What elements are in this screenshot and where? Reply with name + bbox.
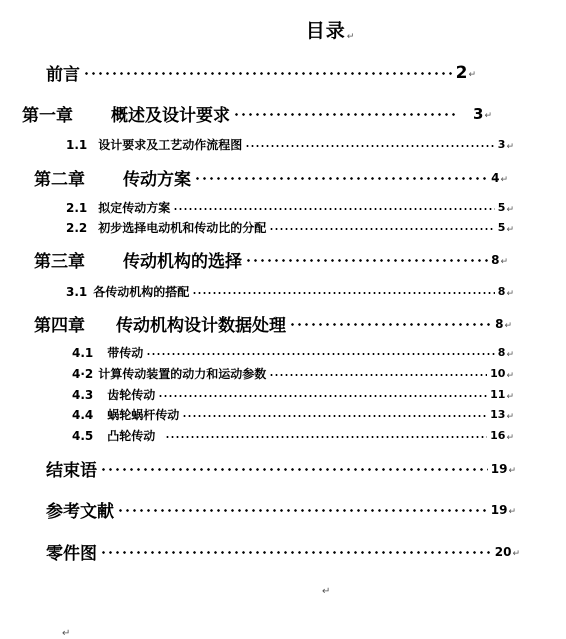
paragraph-mark-icon: ↵: [506, 432, 514, 443]
toc-entry-section-3-1[interactable]: [66, 283, 514, 300]
toc-entry-parts-drawing[interactable]: [46, 539, 520, 564]
toc-entry-chapter-4[interactable]: [34, 311, 512, 336]
dot-leader: [245, 259, 488, 262]
dot-leader: [269, 228, 495, 230]
toc-entry-page: 19: [490, 502, 508, 517]
toc-entry-number: 2.2: [66, 220, 88, 235]
toc-entry-number: 3.1: [66, 284, 88, 299]
toc-entry-page: 20: [494, 544, 512, 559]
dot-leader: [194, 177, 488, 180]
toc-entry-number: 第二章: [34, 170, 85, 190]
paragraph-mark-icon: ↵: [512, 548, 520, 559]
dot-leader: [83, 72, 453, 75]
paragraph-mark-icon: ↵: [506, 204, 514, 215]
toc-entry-number: 1.1: [66, 137, 88, 152]
paragraph-mark-icon: ↵: [484, 110, 492, 121]
dot-leader: [182, 415, 487, 417]
toc-entry-label: 计算传动装置的动力和运动参数: [98, 367, 267, 381]
toc-entry-page: 8: [491, 252, 500, 267]
paragraph-mark-icon: ↵: [506, 141, 514, 152]
toc-entry-label: 凸轮传动: [107, 429, 156, 443]
toc-title-text: 目录: [305, 20, 346, 42]
toc-entry-number: 4·2: [72, 366, 94, 381]
toc-entry-conclusion[interactable]: [46, 456, 516, 481]
toc-entry-section-2-1[interactable]: [66, 199, 514, 216]
toc-entry-label: 传动机构设计数据处理: [116, 316, 286, 336]
toc-entry-section-4-2[interactable]: [72, 365, 514, 382]
toc-entry-page: 16: [490, 429, 506, 442]
dot-leader: [117, 509, 488, 512]
toc-entry-page: 4: [491, 170, 500, 185]
toc-entry-label: 拟定传动方案: [98, 201, 171, 215]
paragraph-mark-icon: ↵: [506, 224, 514, 235]
paragraph-mark-icon: ↵: [506, 288, 514, 299]
paragraph-mark-icon: ↵: [504, 320, 512, 331]
toc-entry-label: 结束语: [46, 461, 97, 481]
paragraph-mark-icon: ↵: [500, 256, 508, 267]
paragraph-mark-icon: ↵: [506, 370, 514, 381]
toc-entry-page: 10: [490, 367, 506, 380]
dot-leader: [192, 292, 495, 294]
paragraph-mark-icon: ↵: [500, 174, 508, 185]
toc-entry-page: 8: [497, 285, 506, 298]
dot-leader: [269, 374, 487, 376]
toc-entry-chapter-3[interactable]: [34, 247, 508, 272]
toc-entry-label: 蜗轮蜗杆传动: [107, 408, 180, 422]
toc-entry-number: 4.4: [72, 407, 94, 422]
toc-title: [0, 16, 566, 43]
paragraph-mark-icon: ↵: [506, 349, 514, 360]
toc-entry-page: 5: [497, 201, 506, 214]
toc-entry-references[interactable]: [46, 497, 516, 522]
dot-leader: [100, 551, 492, 554]
toc-entry-number: 第四章: [34, 316, 85, 336]
toc-entry-number: 2.1: [66, 200, 88, 215]
toc-entry-page: 3: [497, 138, 506, 151]
toc-entry-number: 第一章: [22, 106, 73, 126]
toc-entry-chapter-2[interactable]: [34, 165, 508, 190]
paragraph-mark-icon: ↵: [322, 586, 331, 597]
toc-entry-section-4-3[interactable]: [72, 386, 514, 403]
toc-entry-section-4-1[interactable]: [72, 344, 514, 361]
dot-leader: [233, 113, 459, 116]
toc-entry-label: 传动机构的选择: [123, 252, 242, 272]
toc-entry-label: 前言: [46, 65, 80, 85]
toc-entry-section-1-1[interactable]: [66, 136, 514, 153]
dot-leader: [173, 208, 495, 210]
toc-entry-page: 8: [495, 316, 504, 331]
toc-entry-page: 11: [490, 388, 506, 401]
toc-entry-number: 4.3: [72, 387, 94, 402]
toc-entry-number: 第三章: [34, 252, 85, 272]
dot-leader: [100, 468, 488, 471]
toc-entry-label: 初步选择电动机和传动比的分配: [98, 221, 267, 235]
toc-entry-label: 概述及设计要求: [111, 106, 230, 126]
toc-entry-label: 各传动机构的搭配: [93, 285, 190, 299]
toc-entry-section-4-4[interactable]: [72, 406, 514, 423]
toc-entry-section-4-5[interactable]: [72, 427, 514, 444]
paragraph-mark-icon: ↵: [506, 391, 514, 402]
toc-entry-page: 8: [497, 346, 506, 359]
paragraph-mark-icon: ↵: [468, 69, 476, 80]
toc-entry-label: 参考文献: [46, 502, 114, 522]
dot-leader: [146, 353, 495, 355]
toc-entry-label: 传动方案: [123, 170, 191, 190]
toc-entry-chapter-1[interactable]: [22, 101, 492, 126]
toc-entry-page: 2: [455, 62, 468, 83]
dot-leader: [289, 323, 492, 326]
dot-leader: [158, 395, 487, 397]
toc-entry-label: 带传动: [107, 346, 144, 360]
paragraph-mark-icon: ↵: [508, 506, 516, 517]
paragraph-mark-icon: ↵: [508, 465, 516, 476]
paragraph-mark-icon: ↵: [506, 411, 514, 422]
toc-entry-page: 5: [497, 221, 506, 234]
toc-entry-page: 13: [490, 408, 506, 421]
toc-entry-label: 设计要求及工艺动作流程图: [98, 138, 243, 152]
toc-entry-number: 4.5: [72, 428, 94, 443]
toc-entry-number: 4.1: [72, 345, 94, 360]
dot-leader: [245, 145, 495, 147]
toc-entry-preface[interactable]: [46, 60, 476, 85]
paragraph-mark-icon: ↵: [346, 32, 356, 42]
toc-entry-page: 3: [473, 104, 484, 123]
toc-entry-section-2-2[interactable]: [66, 219, 514, 236]
dot-leader: [165, 436, 487, 438]
paragraph-mark-icon: ↵: [62, 628, 71, 639]
toc-entry-label: 齿轮传动: [107, 388, 156, 402]
toc-entry-label: 零件图: [46, 544, 97, 564]
toc-entry-page: 19: [490, 461, 508, 476]
